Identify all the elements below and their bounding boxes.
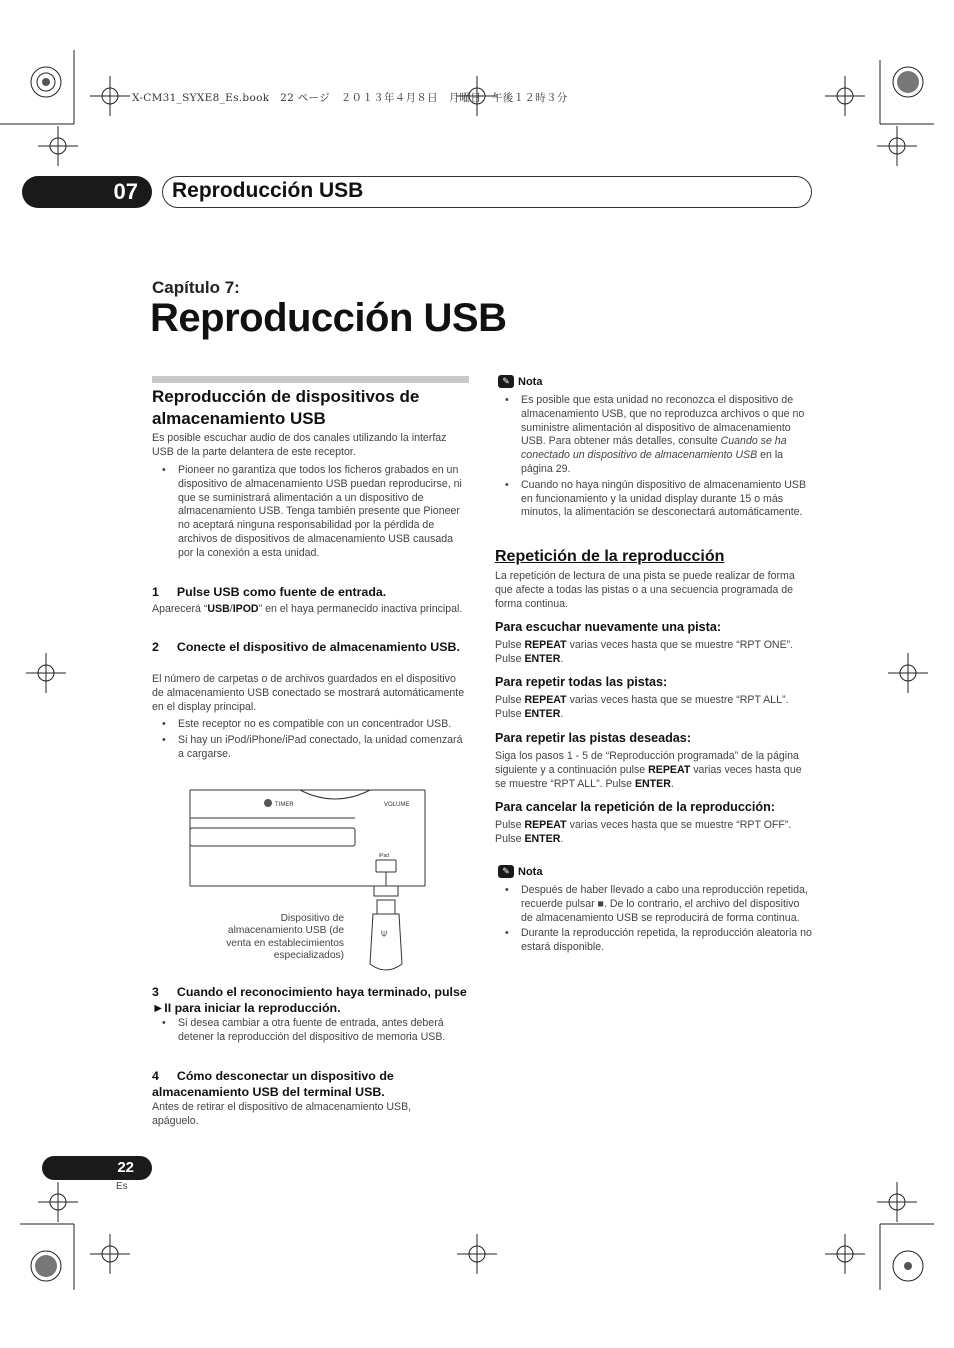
print-header: X-CM31_SYXE8_Es.book 22 ページ ２０１３年４月８日 月曜日 午後１２時３分 — [132, 92, 568, 104]
list-item: • Pioneer no garantiza que todos los ficheros grabados en un dispositivo de almacenamiento USB puedan reproducirse, ni que se suministrará alimentación a un dispositivo de almacenamiento USB. Tenga también presente que Pioneer no aceptará ninguna responsabilidad por la pérdida de archivos de dispositivos de almacenamiento USB causada por la conexión a esta unidad. — [152, 464, 470, 561]
step-1-paragraph: Aparecerá “USB/IPOD” en el haya permanecido inactiva principal. — [152, 603, 463, 615]
repeat-all-text: Pulse REPEAT varias veces hasta que se muestre “RPT ALL”. Pulse ENTER. — [495, 694, 789, 720]
step-2-paragraph: El número de carpetas o de archivos guardados en el dispositivo de almacenamiento USB conectado se mostrará automáticamente en el display principal. — [152, 673, 465, 713]
section-title-line-1: Reproducción de dispositivos de — [152, 387, 420, 406]
heading-repeat-all: Para repetir todas las pistas: — [495, 675, 668, 689]
step-text: Cómo desconectar un dispositivo de almacenamiento USB del terminal USB. — [152, 1069, 394, 1099]
play-pause-icon: ►II — [152, 1001, 172, 1015]
repeat-selected-text: Siga los pasos 1 - 5 de “Reproducción programada” de la página siguiente y a continuación pulse REPEAT varias veces hasta que se muestre “RPT ALL”. Pulse ENTER. — [495, 750, 802, 790]
note-label: Nota — [518, 375, 543, 388]
step-text: Conecte el dispositivo de almacenamiento USB. — [176, 640, 460, 654]
step-3: 3 Cuando el reconocimiento haya terminado, pulse ►II para iniciar la reproducción. — [152, 985, 467, 1015]
step-text: Pulse USB como fuente de entrada. — [176, 585, 387, 599]
repeat-cancel-text: Pulse REPEAT varias veces hasta que se muestre “RPT OFF”. Pulse ENTER. — [495, 819, 792, 845]
heading-repeat-selected: Para repetir las pistas deseadas: — [495, 731, 692, 745]
list-item: • Después de haber llevado a cabo una reproducción repetida, recuerde pulsar ■. De lo contrario, el archivo del dispositivo de almacenamiento USB se reproducirá de forma continua. — [495, 884, 813, 925]
section-title — [152, 386, 472, 430]
chapter-label: Capítulo 7: — [152, 278, 240, 297]
section-divider — [152, 376, 469, 383]
note-label: Nota — [518, 865, 543, 878]
heading-repeat-one: Para escuchar nuevamente una pista: — [495, 620, 722, 634]
list-item: • Si hay un iPod/iPhone/iPad conectado, la unidad comenzará a cargarse. — [152, 734, 470, 762]
step-1 — [152, 584, 470, 600]
note-2-bullets — [495, 884, 813, 957]
step-number: 1 — [152, 585, 159, 599]
note-1-bullets — [495, 394, 813, 522]
repeat-intro: La repetición de lectura de una pista se puede realizar de forma que afecte a todas las pistas o a una secuencia programada de forma continua. — [495, 570, 795, 610]
list-item: • Durante la reproducción repetida, la reproducción aleatoria no estará disponible. — [495, 927, 813, 955]
usb-symbol-icon: ⍦ — [381, 928, 387, 939]
list-item: • Cuando no haya ningún dispositivo de almacenamiento USB en funcionamiento y la unidad display durante 15 o más minutos, la alimentación se desconectará automáticamente. — [495, 479, 813, 520]
step-number: 2 — [152, 640, 159, 654]
repeat-section-title: Repetición de la reproducción — [495, 548, 725, 565]
note-heading-1 — [498, 373, 542, 391]
repeat-one-text: Pulse REPEAT varias veces hasta que se muestre “RPT ONE”. Pulse ENTER. — [495, 639, 794, 665]
step-3-bullets — [152, 1017, 470, 1047]
chapter-number-chip: 07 — [22, 176, 152, 208]
step-4 — [152, 1068, 470, 1100]
header-title: Reproducción USB — [172, 179, 364, 202]
intro-paragraph: Es posible escuchar audio de dos canales utilizando la interfaz USB de la parte delantera de este receptor. — [152, 432, 447, 458]
language-code: Es — [116, 1181, 128, 1192]
heading-repeat-cancel: Para cancelar la repetición de la reproducción: — [495, 800, 775, 814]
figure-caption: Dispositivo de almacenamiento USB (de venta en establecimientos especializados) — [226, 913, 344, 962]
step-number: 3 — [152, 985, 159, 999]
note-heading-2 — [498, 863, 542, 881]
step-2 — [152, 639, 470, 655]
note-pencil-icon: ✎ — [498, 865, 514, 878]
page-number-chip: 22 — [42, 1156, 152, 1180]
timer-label: TIMER — [275, 802, 294, 808]
ipad-port-label: iPad — [379, 853, 390, 859]
volume-label: VOLUME — [384, 802, 410, 808]
step-2-bullets — [152, 718, 470, 763]
step-4-paragraph: Antes de retirar el dispositivo de almacenamiento USB, apáguelo. — [152, 1101, 412, 1127]
section-title-line-2: almacenamiento USB — [152, 409, 326, 428]
chapter-title: Reproducción USB — [150, 296, 507, 340]
list-item: • Si desea cambiar a otra fuente de entrada, antes deberá detener la reproducción del dispositivo de memoria USB. — [152, 1017, 470, 1045]
step-number: 4 — [152, 1069, 159, 1083]
intro-bullets — [152, 464, 470, 563]
list-item: • Es posible que esta unidad no reconozca el dispositivo de almacenamiento USB, que no reproduzca archivos o que no suministre alimentación al dispositivo de almacenamiento USB. Para obtener más detalles, consulte Cuando se ha conectado un dispositivo de almacenamiento USB en la página 29. — [495, 394, 813, 477]
note-pencil-icon: ✎ — [498, 375, 514, 388]
list-item: • Este receptor no es compatible con un concentrador USB. — [152, 718, 470, 732]
